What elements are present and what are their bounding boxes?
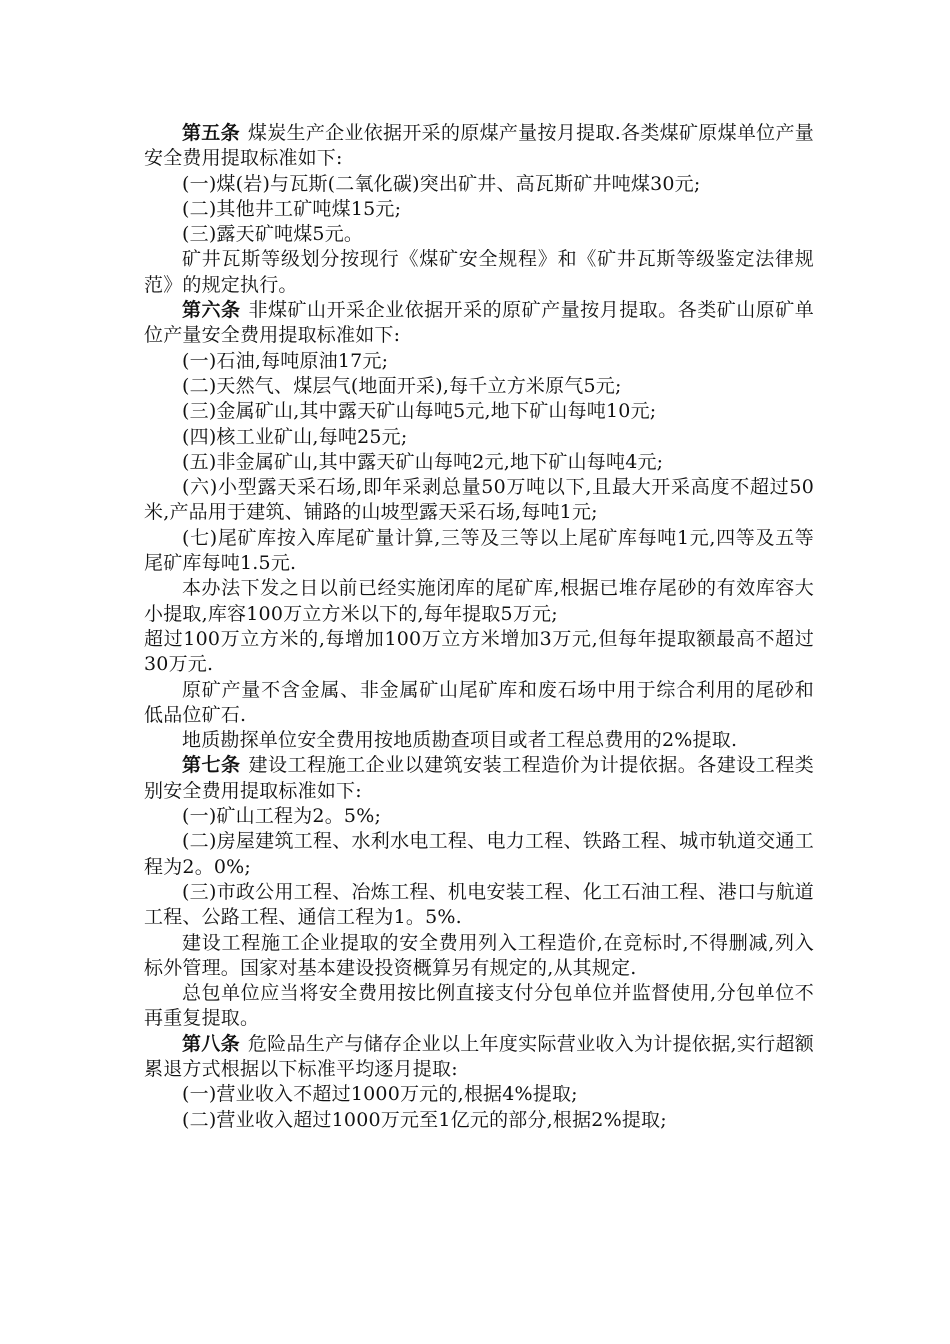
article-5-paragraph (144, 121, 814, 172)
article-7-item-1: (一)矿山工程为2。5%; (182, 805, 382, 828)
article-7-note-2: 总包单位应当将安全费用按比例直接支付分包单位并监督使用,分包单位不再重复提取。 (144, 982, 814, 1030)
article-7-note-1: 建设工程施工企业提取的安全费用列入工程造价,在竞标时,不得删减,列入标外管理。国家对基本建设投资概算另有规定的,从其规定. (144, 931, 814, 979)
article-6-note-1-continued: 超过100万立方米的,每增加100万立方米增加3万元,但每年提取额最高不超过30万元. (144, 627, 814, 676)
article-6-note-3: 地质勘探单位安全费用按地质勘查项目或者工程总费用的2%提取. (182, 729, 738, 752)
article-5-item-2: (二)其他井工矿吨煤15元; (182, 197, 402, 220)
article-6-note-2: 原矿产量不含金属、非金属矿山尾矿库和废石场中用于综合利用的尾砂和低品位矿石. (144, 678, 814, 726)
article-6-paragraph (144, 298, 814, 349)
article-5-item-1: (一)煤(岩)与瓦斯(二氧化碳)突出矿井、高瓦斯矿井吨煤30元; (182, 172, 701, 195)
document-page (144, 121, 814, 1133)
article-7-paragraph (144, 753, 814, 804)
article-6-item-6: (六)小型露天采石场,即年采剥总量50万吨以下,且最大开采高度不超过50米,产品用于建筑、铺路的山坡型露天采石场,每吨1元; (144, 476, 814, 524)
article-5-note: 矿井瓦斯等级划分按现行《煤矿安全规程》和《矿井瓦斯等级鉴定法律规范》的规定执行。 (144, 248, 814, 296)
article-7-item-3: (三)市政公用工程、冶炼工程、机电安装工程、化工石油工程、港口与航道工程、公路工程、通信工程为1。5%. (144, 880, 814, 929)
article-7-heading: 第七条 (182, 754, 241, 777)
article-8-item-2: (二)营业收入超过1000万元至1亿元的部分,根据2%提取; (182, 1108, 667, 1131)
article-7-intro: 建设工程施工企业以建筑安装工程造价为计提依据。各建设工程类别安全费用提取标准如下: (144, 754, 814, 802)
article-8-heading: 第八条 (182, 1032, 240, 1055)
article-5-item-3: (三)露天矿吨煤5元。 (182, 223, 364, 246)
article-6-item-4: (四)核工业矿山,每吨25元; (182, 425, 408, 448)
article-6-item-5: (五)非金属矿山,其中露天矿山每吨2元,地下矿山每吨4元; (182, 450, 664, 473)
article-5-heading: 第五条 (182, 122, 240, 144)
article-6-intro: 非煤矿山开采企业依据开采的原矿产量按月提取。各类矿山原矿单位产量安全费用提取标准如下: (144, 299, 814, 347)
article-6-note-1: 本办法下发之日以前已经实施闭库的尾矿库,根据已堆存尾砂的有效库容大小提取,库容100万立方米以下的,每年提取5万元; (144, 577, 814, 625)
article-6-item-3: (三)金属矿山,其中露天矿山每吨5元,地下矿山每吨10元; (182, 400, 657, 423)
article-6-item-1: (一)石油,每吨原油17元; (182, 349, 389, 372)
article-8-item-1: (一)营业收入不超过1000万元的,根据4%提取; (182, 1083, 578, 1106)
article-5-intro: 煤炭生产企业依据开采的原煤产量按月提取.各类煤矿原煤单位产量安全费用提取标准如下: (144, 122, 814, 170)
article-8-intro: 危险品生产与储存企业以上年度实际营业收入为计提依据,实行超额累退方式根据以下标准平均逐月提取: (144, 1032, 814, 1080)
article-8-paragraph (144, 1032, 814, 1083)
article-7-item-2: (二)房屋建筑工程、水利水电工程、电力工程、铁路工程、城市轨道交通工程为2。0%; (144, 830, 814, 878)
article-6-heading: 第六条 (182, 299, 241, 322)
article-6-item-2: (二)天然气、煤层气(地面开采),每千立方米原气5元; (182, 374, 622, 397)
article-6-item-7: (七)尾矿库按入库尾矿量计算,三等及三等以上尾矿库每吨1元,四等及五等尾矿库每吨1.5元. (144, 526, 814, 575)
